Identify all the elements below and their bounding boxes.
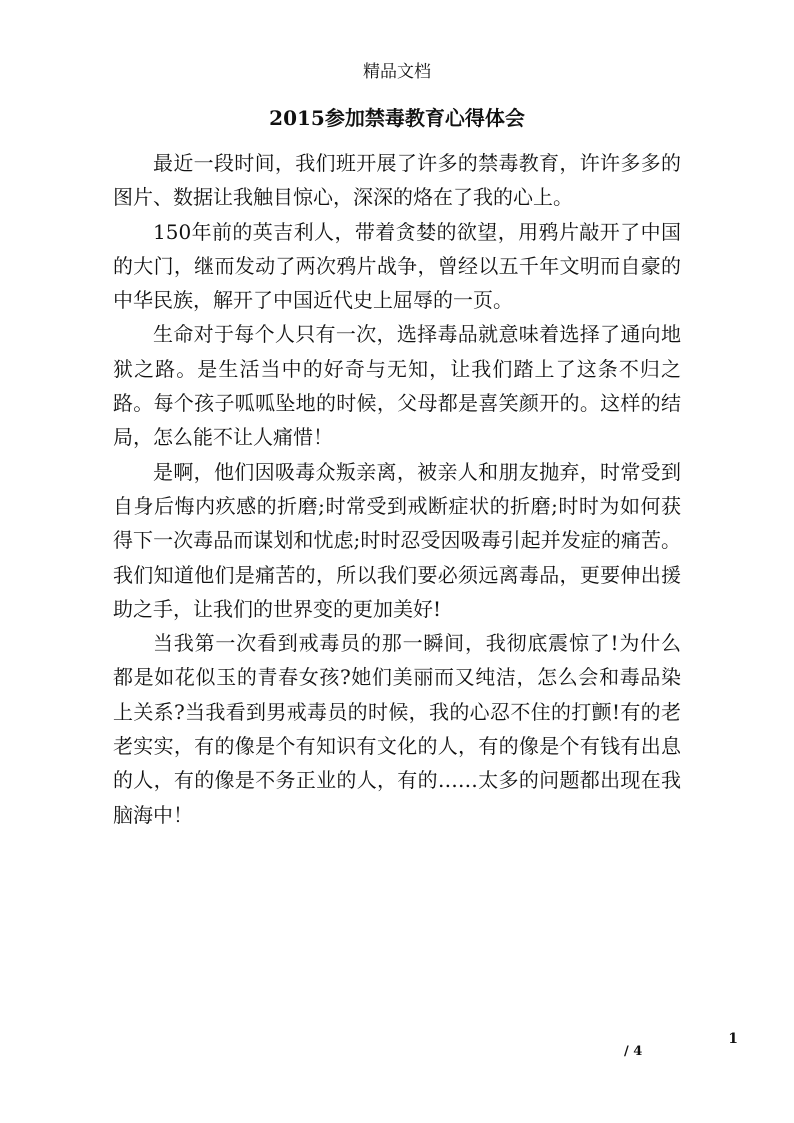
page-number: 1 (728, 1031, 738, 1047)
paragraph: 是啊，他们因吸毒众叛亲离，被亲人和朋友抛弃，时常受到自身后悔内疚感的折磨;时常受到戒断症状的折磨;时时为如何获得下一次毒品而谋划和忧虑;时时忍受因吸毒引起并发症的痛苦。我们知道他们是痛苦的，所以我们要必须远离毒品，更要伸出援助之手，让我们的世界变的更加美好! (113, 459, 681, 621)
page-total: / 4 (624, 1044, 643, 1059)
paragraph: 最近一段时间，我们班开展了许多的禁毒教育，许许多多的图片、数据让我触目惊心，深深的烙在了我的心上。 (113, 151, 681, 210)
document-title: 2015参加禁毒教育心得体会 (269, 106, 525, 130)
paragraph: 生命对于每个人只有一次，选择毒品就意味着选择了通向地狱之路。是生活当中的好奇与无知，让我们踏上了这条不归之路。每个孩子呱呱坠地的时候，父母都是喜笑颜开的。这样的结局，怎么能不让人痛惜！ (113, 322, 681, 450)
paragraph: 150年前的英吉利人，带着贪婪的欲望，用鸦片敲开了中国的大门，继而发动了两次鸦片战争，曾经以五千年文明而自豪的中华民族，解开了中国近代史上屈辱的一页。 (113, 219, 681, 313)
page-header: 精品文档 (363, 62, 431, 82)
paragraph: 当我第一次看到戒毒员的那一瞬间，我彻底震惊了!为什么都是如花似玉的青春女孩?她们美丽而又纯洁，怎么会和毒品染上关系?当我看到男戒毒员的时候，我的心忍不住的打颤!有的老老实实，有的像是个有知识有文化的人，有的像是个有钱有出息的人，有的像是不务正业的人，有的……太多的问题都出现在我脑海中！ (113, 631, 681, 827)
document-body (113, 146, 681, 832)
